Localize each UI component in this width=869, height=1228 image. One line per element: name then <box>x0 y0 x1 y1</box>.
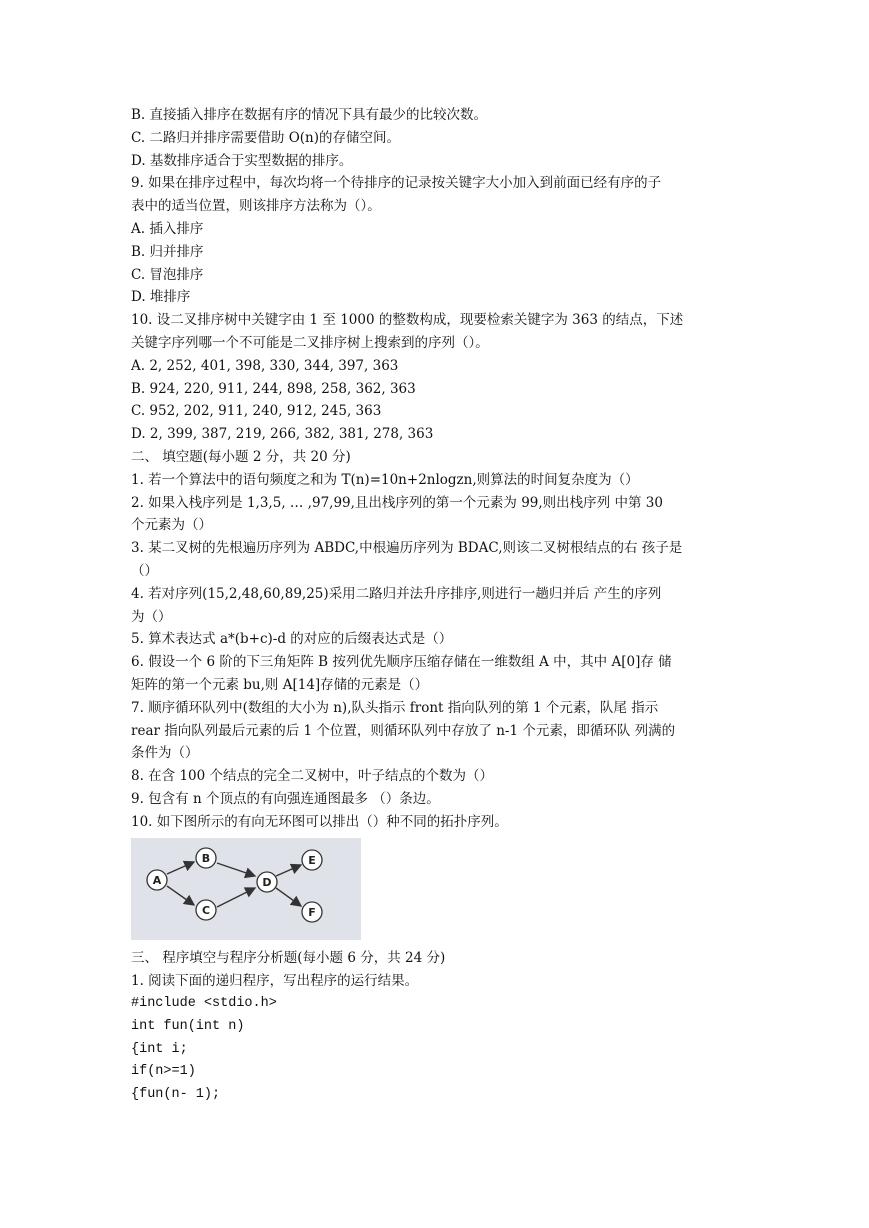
text-line: D. 堆排序 <box>131 289 191 306</box>
code-line: {fun(n- 1); <box>131 1087 221 1103</box>
text-line: D. 基数排序适合于实型数据的排序。 <box>131 152 353 169</box>
edge-b-d <box>217 863 255 876</box>
dag-figure <box>131 838 361 940</box>
edge-d-f <box>276 888 301 906</box>
text-line: B. 直接插入排序在数据有序的情况下具有最少的比较次数。 <box>131 107 488 123</box>
text-line: （） <box>131 563 158 579</box>
text-line: A. 2, 252, 401, 398, 330, 344, 397, 363 <box>131 357 399 374</box>
text-line: 三、 程序填空与程序分析题(每小题 6 分，共 24 分) <box>131 950 446 966</box>
text-line: 7. 顺序循环队列中(数组的大小为 n),队头指示 front 指向队列的第 1 个元素，队尾 指示 <box>131 699 659 716</box>
svg-text:D: D <box>262 876 272 889</box>
text-line: rear 指向队列最后元素的后 1 个位置，则循环队列中存放了 n-1 个元素，即循环队 列满的 <box>131 722 676 739</box>
node-e <box>302 850 322 870</box>
svg-text:A: A <box>152 874 162 887</box>
text-line: 表中的适当位置，则该排序方法称为（）。 <box>131 198 381 215</box>
text-line: 矩阵的第一个元素 bu,则 A[14]存储的元素是（） <box>131 677 429 693</box>
text-line: 10. 设二叉排序树中关键字由 1 至 1000 的整数构成，现要检索关键字为 363 的结点，下述 <box>131 312 684 329</box>
text-line: 关键字序列哪一个不可能是二叉排序树上搜索到的序列（）。 <box>131 335 489 351</box>
text-line: 2. 如果入栈序列是 1,3,5, … ,97,99,且出栈序列的第一个元素为 99,则出栈序列 中第 30 <box>131 494 663 511</box>
edge-a-c <box>167 886 194 905</box>
text-line: 1. 若一个算法中的语句频度之和为 T(n)=10n+2nlogzn,则算法的时间复杂度为（） <box>131 471 639 488</box>
text-line: 二、 填空题(每小题 2 分，共 20 分) <box>131 449 351 465</box>
node-b <box>196 848 216 868</box>
svg-text:C: C <box>201 904 211 917</box>
node-d <box>257 872 277 892</box>
edge-c-d <box>217 888 255 907</box>
dag-diagram <box>131 838 361 940</box>
text-line: D. 2, 399, 387, 219, 266, 382, 381, 278, 363 <box>131 426 434 443</box>
text-line: C. 冒泡排序 <box>131 266 204 283</box>
edge-a-b <box>167 862 194 874</box>
text-line: 3. 某二叉树的先根遍历序列为 ABDC,中根遍历序列为 BDAC,则该二叉树根结点的右 孩子是 <box>131 540 683 557</box>
svg-text:F: F <box>308 906 316 919</box>
text-line: 10. 如下图所示的有向无环图可以排出（）种不同的拓扑序列。 <box>131 813 508 830</box>
text-line: 1. 阅读下面的递归程序，写出程序的运行结果。 <box>131 972 419 989</box>
text-line: 为（） <box>131 608 172 625</box>
text-line: B. 924, 220, 911, 244, 898, 258, 362, 363 <box>131 380 416 397</box>
text-line: 个元素为（） <box>131 517 212 534</box>
code-line: #include <stdio.h> <box>131 996 277 1011</box>
node-c <box>196 900 216 920</box>
text-line: 9. 包含有 n 个顶点的有向强连通图最多 （）条边。 <box>131 791 440 807</box>
node-a <box>147 870 167 890</box>
edge-d-e <box>276 865 301 876</box>
code-line: {int i; <box>131 1041 188 1057</box>
text-line: 9. 如果在排序过程中，每次均将一个待排序的记录按关键字大小加入到前面已经有序的子 <box>131 175 662 192</box>
code-line: if(n>=1) <box>131 1064 196 1080</box>
code-line: int fun(int n) <box>131 1018 245 1034</box>
text-line: 4. 若对序列(15,2,48,60,89,25)采用二路归并法升序排序,则进行一趟归并后 产生的序列 <box>131 585 662 602</box>
node-f <box>302 902 322 922</box>
text-line: C. 952, 202, 911, 240, 912, 245, 363 <box>131 403 382 420</box>
text-line: 5. 算术表达式 a*(b+c)-d 的对应的后缀表达式是（） <box>131 631 453 648</box>
svg-text:E: E <box>308 854 316 867</box>
svg-text:B: B <box>201 852 211 865</box>
text-line: B. 归并排序 <box>131 243 204 260</box>
text-line: 条件为（） <box>131 745 199 762</box>
text-line: 8. 在含 100 个结点的完全二叉树中，叶子结点的个数为（） <box>131 768 494 785</box>
text-line: 6. 假设一个 6 阶的下三角矩阵 B 按列优先顺序压缩存储在一维数组 A 中，其中 A[0]存 储 <box>131 654 672 671</box>
text-line: A. 插入排序 <box>131 221 204 237</box>
text-line: C. 二路归并排序需要借助 O(n)的存储空间。 <box>131 129 401 146</box>
